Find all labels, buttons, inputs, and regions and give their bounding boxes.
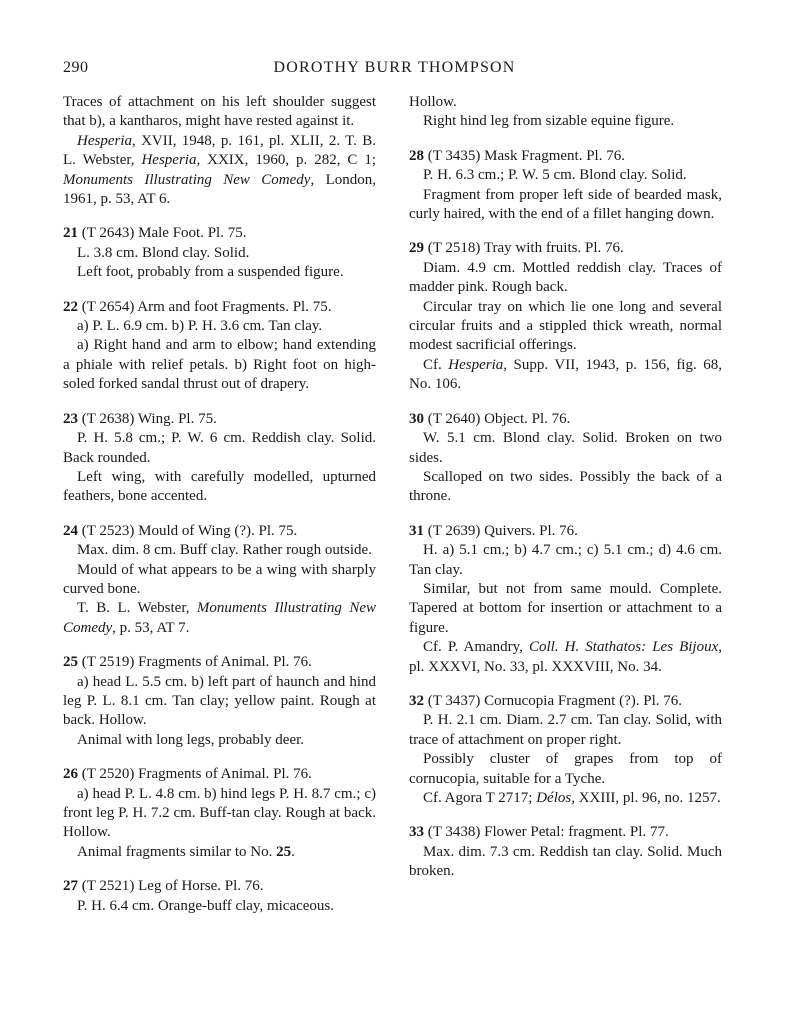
reference-text: , Supp. VII, 1943, p. 156, fig. 68, No. 106. — [409, 356, 723, 393]
entry-reference — [63, 599, 376, 638]
catalog-entry — [63, 298, 376, 395]
reference-text: , p. 53, AT 7. — [112, 619, 190, 636]
entry-heading — [63, 298, 376, 317]
book-title: Monuments Illustrating New Comedy — [63, 600, 376, 636]
reference-text: Cf. — [423, 356, 449, 373]
reference-text: , London, 1961, p. 53, AT 6. — [63, 171, 376, 208]
entry-title: (T 2640) Object. Pl. 76. — [427, 410, 571, 427]
entry-heading — [63, 224, 376, 243]
entry-description: P. H. 6.4 cm. Orange-buff clay, micaceous. — [77, 897, 335, 914]
entry-description: a) head P. L. 4.8 cm. b) hind legs P. H. 8.7 cm.; c) front leg P. H. 7.2 cm. Buff-tan clay. Rough at back. Hollow. — [63, 785, 376, 841]
reference-text: , XXIX, 1960, p. 282, C 1; — [196, 152, 376, 169]
book-title: Coll. H. Stathatos: Les Bijoux — [528, 639, 719, 656]
entry-number: 26 — [63, 766, 78, 783]
entry-description: Possibly cluster of grapes from top of cornucopia, suitable for a Tyche. — [409, 751, 722, 787]
reference-text: , XXIII, pl. 96, no. 1257. — [571, 790, 721, 806]
right-column — [409, 93, 722, 882]
running-title: DOROTHY BURR THOMPSON — [273, 59, 516, 76]
entry-number: 33 — [409, 824, 424, 841]
entry-number: 32 — [409, 692, 424, 709]
entry-title: (T 2654) Arm and foot Fragments. Pl. 75. — [81, 298, 332, 315]
catalog-entry — [63, 877, 376, 916]
journal-title: Hesperia — [448, 356, 504, 373]
entry-number: 31 — [409, 522, 424, 539]
catalog-entry — [409, 522, 722, 677]
entry-number: 23 — [63, 410, 78, 427]
entry-description: W. 5.1 cm. Blond clay. Solid. Broken on two sides. — [409, 430, 722, 466]
reference-text: Cf. P. Amandry, — [423, 639, 529, 656]
entry-title: (T 2643) Male Foot. Pl. 75. — [81, 225, 247, 242]
entry-text: Traces of attachment on his left shoulder suggest that b), a kantharos, might have rested against it. — [63, 94, 376, 130]
entry-title: (T 3438) Flower Petal: fragment. Pl. 77. — [427, 824, 669, 841]
entry-number: 21 — [63, 225, 78, 242]
entry-title: (T 2639) Quivers. Pl. 76. — [427, 522, 578, 539]
journal-title: Hesperia — [141, 152, 197, 169]
catalog-entry — [409, 147, 722, 225]
entry-reference — [409, 356, 722, 395]
entry-description: P. H. 5.8 cm.; P. W. 6 cm. Reddish clay. Solid. Back rounded. — [63, 430, 376, 466]
catalog-entry — [409, 823, 722, 881]
catalog-entry — [63, 653, 376, 750]
entry-description: Animal with long legs, probably deer. — [77, 731, 305, 748]
entry-title: (T 2520) Fragments of Animal. Pl. 76. — [81, 766, 312, 783]
catalog-entry — [409, 410, 722, 507]
entry-title: (T 2518) Tray with fruits. Pl. 76. — [427, 240, 624, 257]
journal-title: Délos — [536, 790, 572, 806]
entry-reference — [63, 132, 376, 210]
entry-text: Animal fragments similar to No. — [77, 843, 277, 860]
entry-description — [63, 843, 376, 862]
entry-number: 27 — [63, 878, 78, 895]
book-title: Monuments Illustrating New Comedy — [63, 171, 311, 188]
reference-text: T. B. L. Webster, — [77, 600, 197, 617]
catalog-entry — [63, 410, 376, 507]
catalog-entry — [409, 692, 722, 808]
entry-title: (T 2519) Fragments of Animal. Pl. 76. — [81, 654, 312, 671]
entry-description: H. a) 5.1 cm.; b) 4.7 cm.; c) 5.1 cm.; d) 4.6 cm. Tan clay. — [409, 542, 722, 578]
entry-description: Left wing, with carefully modelled, upturned feathers, bone accented. — [63, 468, 376, 505]
entry-description: Circular tray on which lie one long and several circular fruits and a stippled thick wreath, normal modest sacrificial offerings. — [409, 298, 722, 354]
entry-heading — [63, 877, 376, 896]
left-column — [63, 93, 376, 916]
catalog-entry — [409, 239, 722, 394]
entry-description: Mould of what appears to be a wing with sharply curved bone. — [63, 561, 376, 597]
entry-description: P. H. 2.1 cm. Diam. 2.7 cm. Tan clay. Solid, with trace of attachment on proper right. — [409, 712, 722, 748]
entry-description: Max. dim. 7.3 cm. Reddish tan clay. Solid. Much broken. — [409, 843, 722, 880]
cross-reference-number: 25 — [276, 843, 292, 860]
entry-title: (T 3437) Cornucopia Fragment (?). Pl. 76. — [427, 692, 683, 709]
entry-number: 22 — [63, 298, 78, 315]
entry-description: L. 3.8 cm. Blond clay. Solid. — [77, 244, 250, 261]
reference-text: , XVII, 1948, p. 161, pl. XLII, 2. T. B. L. Webster, — [63, 132, 376, 169]
entry-heading — [409, 692, 722, 711]
entry-number: 28 — [409, 147, 424, 164]
entry-description: Fragment from proper left side of bearded mask, curly haired, with the end of a fillet hanging down. — [409, 186, 722, 223]
entry-description: Diam. 4.9 cm. Mottled reddish clay. Traces of madder pink. Rough back. — [409, 259, 722, 296]
entry-heading — [63, 653, 376, 672]
journal-title: Hesperia — [77, 132, 132, 149]
entry-reference — [409, 638, 722, 677]
entry-description: a) Right hand and arm to elbow; hand extending a phiale with relief petals. b) Right foot on high-soled forked sandal thrust out of drapery. — [63, 337, 376, 393]
entry-text: Hollow. — [409, 94, 457, 110]
entry-heading — [63, 522, 376, 541]
entry-number: 25 — [63, 654, 78, 671]
entry-description: Max. dim. 8 cm. Buff clay. Rather rough outside. — [77, 542, 372, 559]
catalog-entry — [63, 765, 376, 862]
catalog-entry — [63, 224, 376, 282]
entry-heading — [409, 410, 722, 429]
entry-description: Right hind leg from sizable equine figure. — [423, 113, 675, 130]
entry-number: 29 — [409, 240, 424, 257]
continued-entry — [409, 93, 722, 132]
entry-number: 24 — [63, 522, 78, 539]
entry-description: a) P. L. 6.9 cm. b) P. H. 3.6 cm. Tan clay. — [77, 318, 323, 335]
entry-description: P. H. 6.3 cm.; P. W. 5 cm. Blond clay. Solid. — [423, 167, 687, 184]
reference-text: Cf. Agora T 2717; — [423, 790, 537, 806]
entry-title: (T 3435) Mask Fragment. Pl. 76. — [427, 147, 625, 164]
entry-title: (T 2523) Mould of Wing (?). Pl. 75. — [81, 522, 298, 539]
continued-entry — [63, 93, 376, 209]
entry-title: (T 2521) Leg of Horse. Pl. 76. — [81, 878, 264, 895]
entry-title: (T 2638) Wing. Pl. 75. — [81, 410, 217, 427]
entry-heading — [63, 410, 376, 429]
entry-description: a) head L. 5.5 cm. b) left part of haunch and hind leg P. L. 8.1 cm. Tan clay; yellow paint. Rough at back. Hollow. — [63, 673, 376, 729]
entry-text: . — [291, 843, 295, 860]
page-number: 290 — [63, 59, 89, 76]
entry-heading — [409, 823, 722, 842]
entry-heading — [63, 765, 376, 784]
reference-text: , pl. XXXVI, No. 33, pl. XXXVIII, No. 34. — [409, 639, 723, 675]
entry-description: Similar, but not from same mould. Complete. Tapered at bottom for insertion or attachment to a figure. — [409, 580, 722, 636]
entry-reference — [409, 789, 722, 808]
entry-heading — [409, 147, 722, 166]
entry-heading — [409, 239, 722, 258]
entry-description: Scalloped on two sides. Possibly the back of a throne. — [409, 468, 722, 505]
entry-number: 30 — [409, 410, 424, 427]
entry-description: Left foot, probably from a suspended figure. — [77, 264, 344, 281]
entry-heading — [409, 522, 722, 541]
catalog-entry — [63, 522, 376, 638]
